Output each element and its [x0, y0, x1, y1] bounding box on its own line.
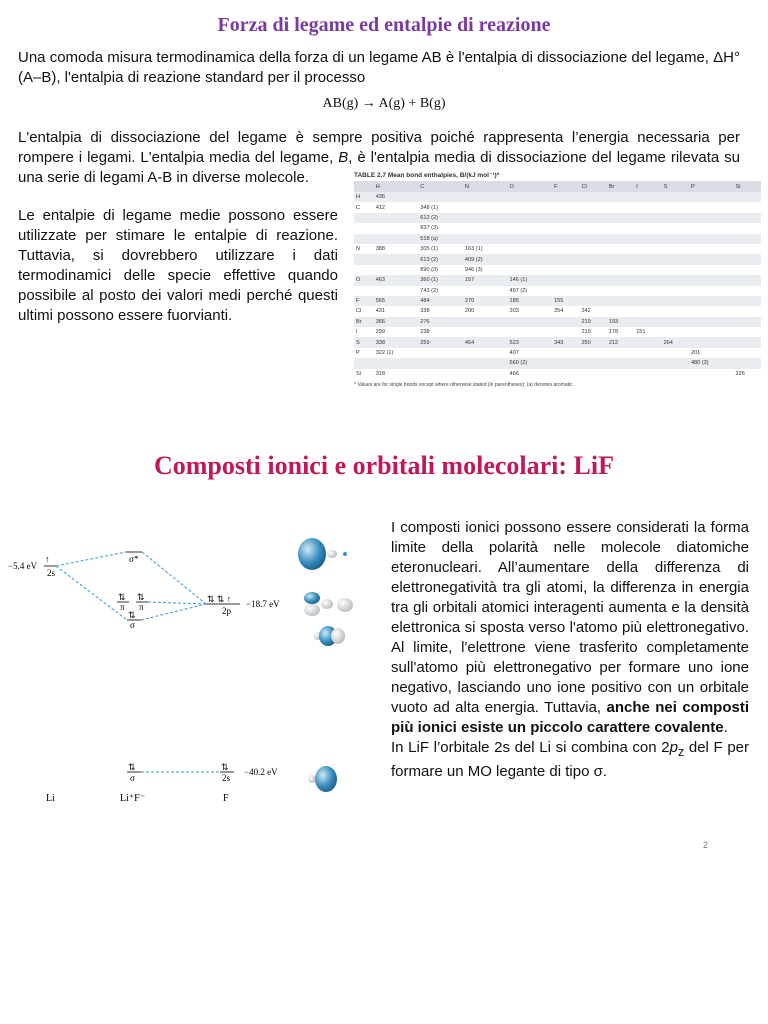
table-cell: 200 [464, 308, 475, 315]
bond-enthalpy-table [354, 181, 761, 379]
table-cell [607, 358, 634, 368]
table-cell [463, 234, 508, 244]
table-cell [579, 213, 606, 223]
table-cell: I [356, 329, 358, 336]
table-row [354, 327, 761, 337]
table-cell [734, 286, 761, 296]
pi-label-left: π [120, 602, 125, 612]
table-cell: 412 [375, 204, 386, 211]
table-cell [689, 192, 734, 202]
table-cell [418, 369, 463, 379]
table-cell: 837 (3) [420, 225, 439, 232]
table-cell: 264 [662, 337, 689, 347]
table-header-cell: Si [734, 181, 761, 192]
table-cell [607, 265, 634, 275]
table-cell [662, 223, 689, 233]
table-cell [463, 358, 508, 368]
table-cell [662, 317, 689, 327]
table-cell [354, 234, 374, 244]
table-header-cell: Br [607, 181, 634, 192]
table-cell [689, 286, 734, 296]
table-cell: 348 (1) [420, 204, 439, 211]
table-cell: 226 [735, 370, 745, 377]
table-cell: 259 [418, 337, 463, 347]
table-cell [689, 202, 734, 212]
table-header-cell: H [374, 181, 419, 192]
table-cell [662, 254, 689, 264]
table-cell: 407 [509, 350, 519, 357]
orbital-sigma-shape [314, 626, 345, 646]
table-cell: 466 [509, 370, 519, 377]
section2-title: Composti ionici e orbitali molecolari: LiF [154, 451, 614, 480]
table-cell [734, 254, 761, 264]
table-cell: 318 [375, 370, 386, 377]
table-cell: Si [356, 370, 361, 377]
table-cell [552, 265, 579, 275]
table-cell [552, 327, 579, 337]
f-2p-electrons: ⇅ ⇅ ↑ [207, 594, 232, 604]
table-cell: P [356, 350, 360, 357]
label-li: Li [46, 793, 55, 804]
table-cell [662, 192, 689, 202]
table-cell [662, 275, 689, 285]
table-cell: 343 [552, 337, 579, 347]
table-cell [463, 286, 508, 296]
table-cell [552, 213, 579, 223]
table-cell [689, 337, 734, 347]
table-header-cell: S [662, 181, 689, 192]
table-cell [507, 317, 552, 327]
core-sigma-electrons: ⇅ [128, 762, 136, 772]
table-cell [634, 202, 661, 212]
table-cell: H [354, 192, 374, 202]
table-cell: 388 [375, 246, 386, 253]
table-cell [579, 202, 606, 212]
table-cell: 219 [579, 317, 606, 327]
table-cell: 338 [374, 337, 419, 347]
paragraph-mean-bond-usage: Le entalpie di legame medie possono essere utilizzate per stimare le entalpie di reazione. Tuttavia, si dovrebbero utilizzare i dati termodinamici delle specie effettive quando possibile al posto dei valori medi perché questi ultimi possono essere fuorvianti. [18, 207, 338, 324]
orbital-pi-shape [304, 592, 353, 616]
table-cell: 613 (2) [418, 254, 463, 264]
table-header-cell: O [507, 181, 552, 192]
table-cell [734, 348, 761, 358]
table-cell [552, 286, 579, 296]
table-cell: 360 (1) [418, 275, 463, 285]
table-cell [689, 306, 734, 316]
table-cell [634, 317, 661, 327]
table-cell [463, 223, 508, 233]
table-cell: 201 [690, 350, 701, 357]
table-cell [689, 244, 734, 254]
table-cell [634, 369, 661, 379]
table-cell [507, 265, 552, 275]
table-cell [507, 327, 552, 337]
table-cell [689, 275, 734, 285]
table-row [354, 265, 761, 275]
table-row [354, 213, 761, 223]
table-cell [552, 254, 579, 264]
table-row [354, 244, 761, 254]
table-cell: 155 [552, 296, 579, 306]
table-cell [354, 223, 374, 233]
table-cell [734, 358, 761, 368]
table-cell [579, 296, 606, 306]
table-cell [634, 275, 661, 285]
table-cell [374, 234, 419, 244]
table-cell [734, 327, 761, 337]
table-cell: 409 (2) [463, 254, 508, 264]
table-cell: 322 (1) [375, 350, 394, 357]
table-cell [507, 192, 552, 202]
table-footnote: * Values are for single bonds except where otherwise stated (in parentheses); (a) denotes aromatic. [354, 382, 575, 389]
table-cell [418, 358, 463, 368]
label-f: F [223, 793, 229, 804]
table-cell: 254 [554, 308, 564, 315]
table-cell: 210 [581, 329, 591, 336]
table-cell [463, 192, 508, 202]
orbital-core-sigma-shape [308, 766, 337, 792]
table-cell [734, 265, 761, 275]
table-cell: 484 [418, 296, 463, 306]
table-row [354, 254, 761, 264]
table-cell [634, 348, 661, 358]
table-row [354, 317, 761, 327]
table-cell [689, 213, 734, 223]
table-cell [507, 213, 552, 223]
table-cell [374, 265, 419, 275]
table-cell [463, 317, 508, 327]
table-cell: 157 [463, 275, 508, 285]
table-cell [689, 265, 734, 275]
table-cell [579, 265, 606, 275]
p5-text-a: In LiF l’orbitale 2s del Li si combina con 2 [391, 739, 670, 756]
table-header-cell: I [634, 181, 661, 192]
table-cell [579, 369, 606, 379]
table-header-cell: Cl [579, 181, 606, 192]
table-cell [689, 369, 734, 379]
pi-electrons-left: ⇅ [118, 592, 126, 602]
table-cell [552, 317, 579, 327]
table-header-row [354, 181, 761, 192]
table-cell [734, 213, 761, 223]
table-cell [463, 327, 508, 337]
table-cell [634, 254, 661, 264]
table-cell [507, 202, 552, 212]
table-cell [354, 213, 374, 223]
table-row [354, 234, 761, 244]
table-cell [662, 306, 689, 316]
correlation-lines [56, 552, 220, 772]
table-cell [662, 244, 689, 254]
p5-z-subscript: z [677, 745, 685, 759]
table-cell [634, 192, 661, 202]
table-cell [662, 327, 689, 337]
table-cell: 163 (1) [464, 246, 483, 253]
table-cell: 185 [507, 296, 552, 306]
table-cell: 743 (2) [420, 287, 439, 294]
table-cell [634, 337, 661, 347]
table-cell [607, 275, 634, 285]
table-row [354, 348, 761, 358]
table-cell [374, 254, 419, 264]
table-cell [579, 254, 606, 264]
table-cell: 238 [420, 329, 430, 336]
table-cell [607, 223, 634, 233]
table-cell [634, 296, 661, 306]
sigma-label: σ [130, 620, 135, 630]
table-cell [552, 244, 579, 254]
li-electron-arrow: ↑ [45, 554, 50, 564]
table-cell [662, 348, 689, 358]
p5-text-b: del F per formare un MO legante di tipo σ. [391, 739, 749, 780]
table-cell [734, 306, 761, 316]
table-cell: 151 [636, 329, 646, 336]
table-cell [689, 317, 734, 327]
pi-electrons-right: ⇅ [137, 592, 145, 602]
table-cell: 178 [608, 329, 619, 336]
p4-text-b: . [723, 719, 728, 736]
table-cell [634, 286, 661, 296]
table-cell [662, 369, 689, 379]
table-cell [507, 223, 552, 233]
table-cell: 463 [374, 275, 419, 285]
table-cell: Cl [356, 308, 362, 315]
table-cell [552, 369, 579, 379]
table-cell [463, 213, 508, 223]
sigma-star-label: σ* [129, 554, 139, 564]
dissociation-equation: AB(g) → A(g) + B(g) [322, 96, 446, 111]
table-cell [734, 275, 761, 285]
table-cell [734, 223, 761, 233]
table-cell [662, 265, 689, 275]
table-cell [689, 254, 734, 264]
table-cell [552, 223, 579, 233]
table-cell [662, 234, 689, 244]
pi-label-right: π [139, 602, 144, 612]
table-cell [374, 213, 419, 223]
table-cell [607, 192, 634, 202]
table-cell [374, 286, 419, 296]
table-row [354, 296, 761, 306]
table-cell: 497 (2) [509, 287, 528, 294]
table-cell: 299 [375, 329, 386, 336]
f-2p-orbital-label: 2p [222, 606, 231, 616]
table-cell: 305 (1) [420, 246, 439, 253]
table-cell [634, 234, 661, 244]
core-sigma-label: σ [130, 773, 135, 783]
table-header-cell [354, 181, 374, 192]
table-cell [579, 348, 606, 358]
table-row [354, 202, 761, 212]
table-cell [734, 244, 761, 254]
table-cell [579, 275, 606, 285]
table-row [354, 358, 761, 368]
table-cell [634, 223, 661, 233]
table-cell [552, 348, 579, 358]
table-cell [734, 296, 761, 306]
table-cell: 431 [375, 308, 386, 315]
table-cell [579, 244, 606, 254]
table-cell [463, 348, 508, 358]
p4-text-a: I composti ionici possono essere considerati la forma limite della polarità nelle molecole diatomiche eteronucleari. All’aumentare della differenza di elettronegatività tra gli atomi, la differenza in energia tra gli orbitali atomici interagenti aumenta e la densità elettronica si sposta verso l'atomo più elettronegativo. Al limite, l'elettrone viene trasferito completamente sull'atomo più elettronegativo per formare uno ione negativo, lasciando uno ione positivo con un orbitale vuoto ad alta energia. Tuttavia, [391, 519, 749, 716]
table-body [354, 192, 761, 379]
p2-text-a: L'entalpia di dissociazione del legame è sempre positiva poiché rappresenta l’energia necessaria per rompere i legami. L'entalpia media del legame, [18, 129, 740, 166]
f-2s-energy-label: −40.2 eV [244, 767, 278, 777]
p5-p-symbol: p [669, 739, 678, 756]
lif-mo-diagram [0, 530, 380, 820]
table-cell [354, 254, 374, 264]
table-cell [552, 192, 579, 202]
table-header-cell: N [463, 181, 508, 192]
table-cell [579, 192, 606, 202]
table-cell: 193 [607, 317, 634, 327]
table-cell [607, 213, 634, 223]
table-cell: 518 (a) [418, 234, 463, 244]
table-cell [507, 234, 552, 244]
table-cell [607, 369, 634, 379]
table-cell [507, 254, 552, 264]
table-cell: 276 [418, 317, 463, 327]
table-cell: 436 [374, 192, 419, 202]
f-2s-electrons: ⇅ [221, 762, 229, 772]
table-header-cell: F [552, 181, 579, 192]
table-cell [734, 202, 761, 212]
table-cell [607, 202, 634, 212]
table-cell: 464 [463, 337, 508, 347]
li-orbital-label: 2s [47, 568, 56, 578]
table-cell [463, 369, 508, 379]
table-cell [418, 348, 463, 358]
table-cell [607, 254, 634, 264]
table-cell: 212 [607, 337, 634, 347]
table-row [354, 286, 761, 296]
table-cell [689, 234, 734, 244]
table-cell [662, 358, 689, 368]
section1-title: Forza di legame ed entalpie di reazione [217, 14, 551, 36]
table-cell: 523 [507, 337, 552, 347]
table-cell: 242 [581, 308, 591, 315]
sigma-electrons: ⇅ [128, 610, 136, 620]
table-header-cell: C [418, 181, 463, 192]
table-cell [418, 192, 463, 202]
table-cell: 480 (3) [689, 358, 734, 368]
table-cell: 338 [420, 308, 430, 315]
table-cell [689, 327, 734, 337]
table-cell [634, 306, 661, 316]
table-cell: 366 [374, 317, 419, 327]
table-cell [607, 234, 634, 244]
table-cell: F [354, 296, 374, 306]
table-cell [354, 358, 374, 368]
table-cell: Br [354, 317, 374, 327]
f-2p-energy-label: −18.7 eV [246, 599, 280, 609]
table-cell [662, 286, 689, 296]
table-cell: 203 [509, 308, 519, 315]
table-cell [607, 296, 634, 306]
table-cell: O [354, 275, 374, 285]
table-cell: 560 (2) [507, 358, 552, 368]
table-cell [507, 244, 552, 254]
table-row [354, 306, 761, 316]
table-cell [579, 223, 606, 233]
table-cell [634, 213, 661, 223]
table-cell: 270 [463, 296, 508, 306]
table-cell: 946 (3) [464, 266, 483, 273]
table-cell: S [354, 337, 374, 347]
table-cell [689, 223, 734, 233]
table-cell [579, 358, 606, 368]
table-cell [552, 358, 579, 368]
paragraph-ionic-compounds [391, 518, 749, 782]
table-cell [634, 265, 661, 275]
table-cell [607, 306, 634, 316]
table-cell [463, 202, 508, 212]
table-cell [607, 348, 634, 358]
page-number: 2 [703, 840, 709, 850]
table-cell: 146 (1) [507, 275, 552, 285]
table-cell [579, 234, 606, 244]
table-cell [579, 286, 606, 296]
table-cell: 565 [374, 296, 419, 306]
table-cell [634, 244, 661, 254]
table-cell [689, 296, 734, 306]
bond-enthalpy-table-block [354, 171, 761, 388]
table-cell: N [356, 246, 361, 253]
label-lif: Li⁺F⁻ [120, 793, 146, 804]
table-header-cell: P [689, 181, 734, 192]
table-cell [552, 275, 579, 285]
table-cell [634, 358, 661, 368]
table-cell [552, 234, 579, 244]
orbital-sigma-star-shape [298, 538, 347, 570]
table-cell [354, 265, 374, 275]
table-cell [552, 202, 579, 212]
table-cell [662, 213, 689, 223]
table-cell [662, 296, 689, 306]
table-cell [662, 202, 689, 212]
table-cell [734, 317, 761, 327]
table-cell [354, 286, 374, 296]
table-cell [374, 358, 419, 368]
f-2s-orbital-label: 2s [222, 773, 231, 783]
table-cell [607, 286, 634, 296]
table-cell: 612 (2) [418, 213, 463, 223]
table-row [354, 192, 761, 202]
paragraph-bond-dissociation: Una comoda misura termodinamica della forza di un legame AB è l'entalpia di dissociazione del legame, ΔH° (A–B), l'entalpia di reazione standard per il processo [18, 49, 740, 86]
table-cell [734, 337, 761, 347]
p4-bold-text: anche nei composti più ionici esiste un piccolo carattere covalente [391, 699, 749, 736]
p2-text-c: , è l'entalpia media di dissociazione del legame rilevata su una serie di legami A-B in diverse molecole. [18, 149, 741, 186]
li-energy-label: −5.4 eV [8, 561, 38, 571]
table-cell: C [356, 204, 361, 211]
table-cell [734, 192, 761, 202]
p2-symbol-b: B [338, 149, 349, 166]
table-row [354, 337, 761, 347]
table-cell: 890 (3) [420, 266, 439, 273]
table-row [354, 369, 761, 379]
table-row [354, 275, 761, 285]
table-cell: 250 [579, 337, 606, 347]
table-cell [374, 223, 419, 233]
table-caption: TABLE 2.7 Mean bond enthalpies, B/(kJ mol⁻¹)* [354, 172, 500, 179]
table-cell [607, 244, 634, 254]
table-cell [734, 234, 761, 244]
table-row [354, 223, 761, 233]
